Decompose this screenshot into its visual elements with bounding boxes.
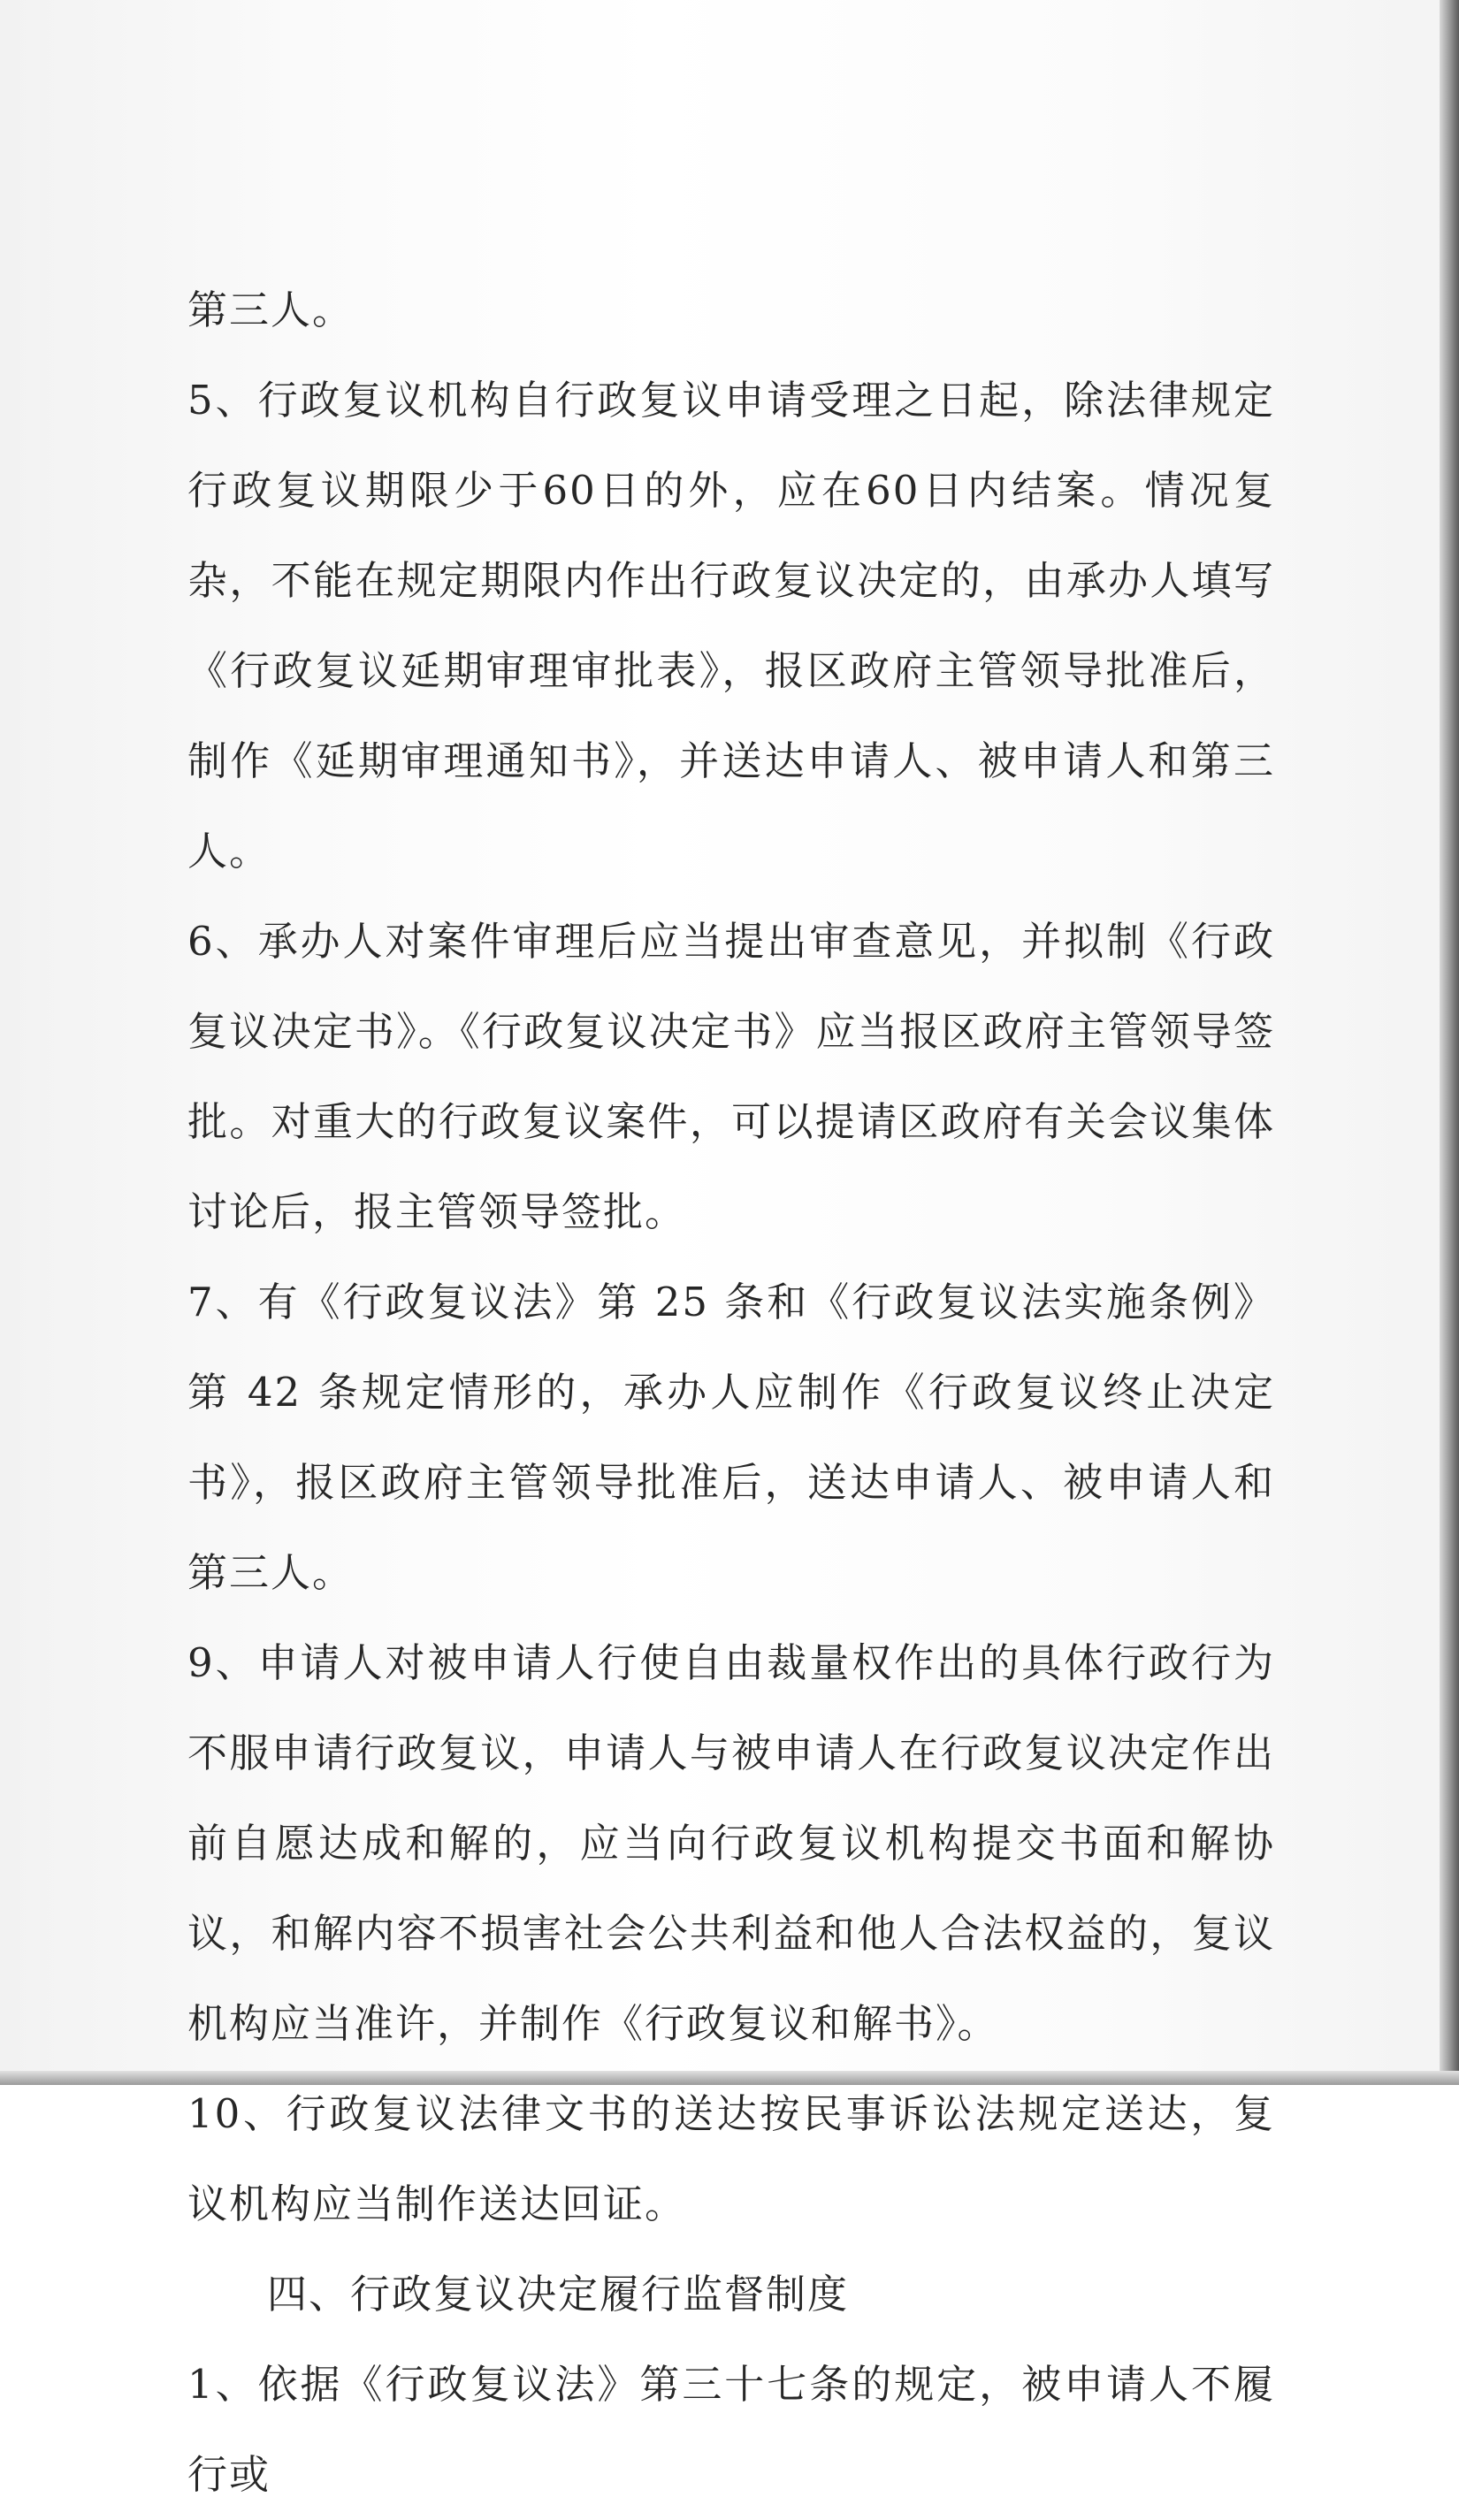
scan-edge-bottom — [0, 2071, 1459, 2085]
paragraph-item-10: 10、行政复议法律文书的送达按民事诉讼法规定送达，复议机构应当制作送达回证。 — [187, 2090, 1275, 2227]
paragraph-item-7: 7、有《行政复议法》第 25 条和《行政复议法实施条例》第 42 条规定情形的，承办人应制作《行政复议终止决定书》，报区政府主管领导批准后，送达申请人、被申请人和第三人。 — [187, 1279, 1275, 1596]
document-body — [187, 265, 1275, 2520]
paragraph-item-1: 1、依据《行政复议法》第三十七条的规定，被申请人不履行或 — [187, 2361, 1275, 2498]
paragraph-item-9: 9、申请人对被申请人行使自由裁量权作出的具体行政行为不服申请行政复议，申请人与被申请人在行政复议决定作出前自愿达成和解的，应当向行政复议机构提交书面和解协议，和解内容不损害社会公共利益和他人合法权益的，复议机构应当准许，并制作《行政复议和解书》。 — [187, 1639, 1275, 2047]
section-heading: 四、行政复议决定履行监督制度 — [267, 2271, 850, 2318]
paragraph-continuation: 第三人。 — [187, 286, 355, 333]
paragraph-item-6: 6、承办人对案件审理后应当提出审查意见，并拟制《行政复议决定书》。《行政复议决定书》应当报区政府主管领导签批。对重大的行政复议案件，可以提请区政府有关会议集体讨论后，报主管领导签批。 — [187, 918, 1275, 1235]
scan-edge-right — [1440, 0, 1459, 2085]
paragraph-item-5: 5、行政复议机构自行政复议申请受理之日起，除法律规定行政复议期限少于60日的外，应在60日内结案。情况复杂，不能在规定期限内作出行政复议决定的，由承办人填写《行政复议延期审理审批表》，报区政府主管领导批准后，制作《延期审理通知书》，并送达申请人、被申请人和第三人。 — [187, 377, 1275, 874]
